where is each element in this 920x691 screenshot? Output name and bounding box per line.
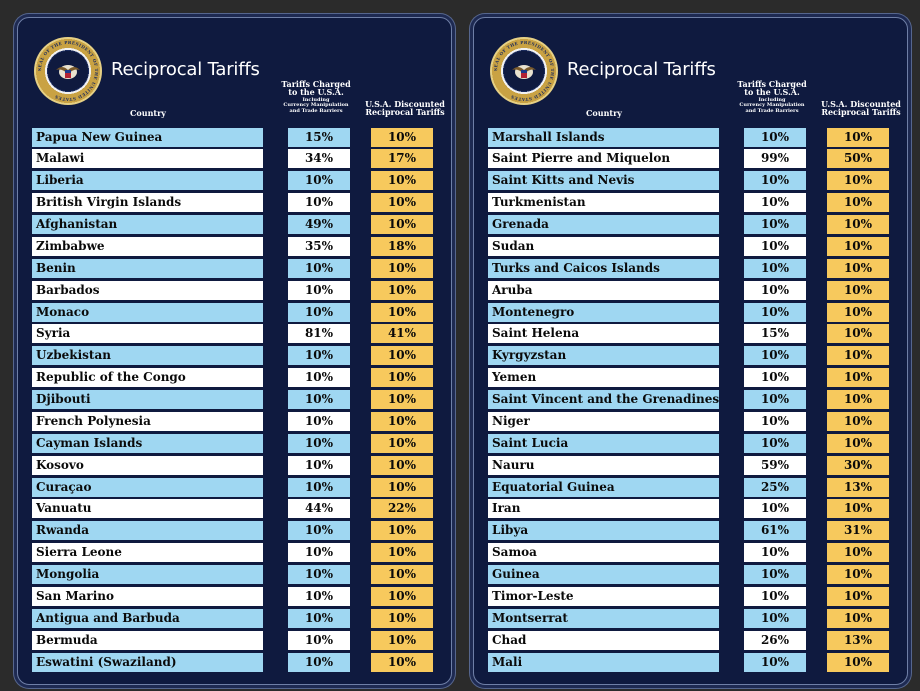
table-row bbox=[488, 126, 908, 148]
table-row bbox=[488, 235, 908, 257]
charged-tariff-cell: 10% bbox=[288, 346, 350, 365]
charged-tariff-cell: 10% bbox=[744, 434, 806, 453]
discounted-tariff-cell: 10% bbox=[371, 281, 433, 300]
table-row bbox=[488, 564, 908, 586]
presidential-seal-icon bbox=[34, 37, 102, 105]
table-row bbox=[32, 323, 452, 345]
charged-tariff-cell: 10% bbox=[744, 543, 806, 562]
table-row bbox=[32, 542, 452, 564]
charged-tariff-cell: 25% bbox=[744, 478, 806, 497]
discounted-tariff-cell: 13% bbox=[827, 478, 889, 497]
country-cell: Eswatini (Swaziland) bbox=[32, 653, 263, 672]
charged-tariff-cell: 10% bbox=[744, 653, 806, 672]
discount-header-line1: U.S.A. Discounted bbox=[821, 99, 901, 109]
table-row bbox=[488, 301, 908, 323]
country-cell: Antigua and Barbuda bbox=[32, 609, 263, 628]
left-tariff-panel bbox=[17, 17, 452, 685]
country-cell: San Marino bbox=[32, 587, 263, 606]
discounted-tariff-cell: 10% bbox=[827, 281, 889, 300]
discounted-tariff-cell: 10% bbox=[827, 565, 889, 584]
country-cell: Yemen bbox=[488, 368, 719, 387]
discounted-tariff-cell: 18% bbox=[371, 237, 433, 256]
discounted-tariff-cell: 10% bbox=[371, 565, 433, 584]
table-row bbox=[488, 279, 908, 301]
discounted-tariff-cell: 10% bbox=[371, 456, 433, 475]
discounted-tariff-cell: 10% bbox=[827, 653, 889, 672]
country-cell: Bermuda bbox=[32, 631, 263, 650]
table-row bbox=[488, 410, 908, 432]
discounted-tariff-cell: 10% bbox=[371, 128, 433, 147]
table-row bbox=[32, 410, 452, 432]
country-cell: Sudan bbox=[488, 237, 719, 256]
table-row bbox=[488, 651, 908, 673]
table-row bbox=[488, 389, 908, 411]
table-row bbox=[32, 345, 452, 367]
page-title: Reciprocal Tariffs bbox=[111, 59, 260, 80]
table-row bbox=[488, 323, 908, 345]
table-row bbox=[32, 607, 452, 629]
discounted-tariff-cell: 10% bbox=[371, 478, 433, 497]
country-cell: Equatorial Guinea bbox=[488, 478, 719, 497]
table-row bbox=[488, 607, 908, 629]
table-row bbox=[32, 564, 452, 586]
table-row bbox=[32, 476, 452, 498]
table-row bbox=[488, 170, 908, 192]
country-cell: Syria bbox=[32, 324, 263, 343]
charged-tariff-cell: 59% bbox=[744, 456, 806, 475]
column-header-country: Country bbox=[130, 108, 166, 118]
charged-header-fine2: Currency Manipulation bbox=[739, 102, 805, 109]
discount-header-line2: Reciprocal Tariffs bbox=[821, 107, 901, 118]
charged-tariff-cell: 10% bbox=[288, 478, 350, 497]
table-row bbox=[32, 629, 452, 651]
table-row bbox=[32, 520, 452, 542]
country-cell: Grenada bbox=[488, 215, 719, 234]
country-cell: Turks and Caicos Islands bbox=[488, 259, 719, 278]
table-row bbox=[32, 170, 452, 192]
country-cell: Saint Lucia bbox=[488, 434, 719, 453]
country-cell: Sierra Leone bbox=[32, 543, 263, 562]
discounted-tariff-cell: 10% bbox=[371, 368, 433, 387]
charged-header-line2: to the U.S.A. bbox=[288, 87, 344, 98]
charged-tariff-cell: 99% bbox=[744, 149, 806, 168]
country-cell: Samoa bbox=[488, 543, 719, 562]
charged-tariff-cell: 44% bbox=[288, 499, 350, 518]
discounted-tariff-cell: 10% bbox=[371, 631, 433, 650]
country-cell: Vanuatu bbox=[32, 499, 263, 518]
charged-header-line1: Tariffs Charged bbox=[281, 79, 351, 89]
discounted-tariff-cell: 31% bbox=[827, 521, 889, 540]
discounted-tariff-cell: 10% bbox=[371, 434, 433, 453]
country-cell: Barbados bbox=[32, 281, 263, 300]
discounted-tariff-cell: 13% bbox=[827, 631, 889, 650]
discounted-tariff-cell: 10% bbox=[827, 215, 889, 234]
discounted-tariff-cell: 10% bbox=[371, 346, 433, 365]
discounted-tariff-cell: 10% bbox=[827, 543, 889, 562]
charged-tariff-cell: 81% bbox=[288, 324, 350, 343]
table-row bbox=[488, 585, 908, 607]
right-tariff-table bbox=[488, 126, 908, 673]
discounted-tariff-cell: 10% bbox=[827, 171, 889, 190]
charged-tariff-cell: 10% bbox=[744, 368, 806, 387]
table-row bbox=[488, 345, 908, 367]
charged-tariff-cell: 10% bbox=[288, 456, 350, 475]
column-header-country: Country bbox=[586, 108, 622, 118]
table-row bbox=[488, 214, 908, 236]
discounted-tariff-cell: 10% bbox=[827, 259, 889, 278]
country-cell: French Polynesia bbox=[32, 412, 263, 431]
discounted-tariff-cell: 10% bbox=[371, 390, 433, 409]
charged-tariff-cell: 10% bbox=[744, 128, 806, 147]
country-cell: Libya bbox=[488, 521, 719, 540]
country-cell: Saint Pierre and Miquelon bbox=[488, 149, 719, 168]
charged-tariff-cell: 10% bbox=[744, 303, 806, 322]
discounted-tariff-cell: 17% bbox=[371, 149, 433, 168]
charged-header-fine1: Including bbox=[758, 96, 786, 103]
discounted-tariff-cell: 10% bbox=[371, 412, 433, 431]
table-row bbox=[32, 585, 452, 607]
discounted-tariff-cell: 30% bbox=[827, 456, 889, 475]
charged-tariff-cell: 10% bbox=[744, 499, 806, 518]
country-cell: Niger bbox=[488, 412, 719, 431]
discounted-tariff-cell: 10% bbox=[827, 499, 889, 518]
discounted-tariff-cell: 22% bbox=[371, 499, 433, 518]
discounted-tariff-cell: 10% bbox=[827, 128, 889, 147]
charged-tariff-cell: 26% bbox=[744, 631, 806, 650]
discounted-tariff-cell: 10% bbox=[827, 237, 889, 256]
discounted-tariff-cell: 10% bbox=[827, 390, 889, 409]
table-row bbox=[32, 126, 452, 148]
table-row bbox=[488, 367, 908, 389]
country-cell: Benin bbox=[32, 259, 263, 278]
column-header-discounted bbox=[360, 100, 450, 117]
country-cell: Saint Helena bbox=[488, 324, 719, 343]
country-cell: Chad bbox=[488, 631, 719, 650]
table-row bbox=[488, 476, 908, 498]
seal-text: SEAL OF THE PRESIDENT OF THE UNITED STATES bbox=[492, 39, 556, 103]
discounted-tariff-cell: 10% bbox=[827, 303, 889, 322]
charged-header-fine1: Including bbox=[302, 96, 330, 103]
charged-tariff-cell: 10% bbox=[288, 631, 350, 650]
country-cell: Kosovo bbox=[32, 456, 263, 475]
charged-header-fine3: and Trade Barriers bbox=[289, 107, 343, 114]
discounted-tariff-cell: 10% bbox=[371, 653, 433, 672]
country-cell: Malawi bbox=[32, 149, 263, 168]
table-row bbox=[488, 542, 908, 564]
charged-tariff-cell: 10% bbox=[288, 259, 350, 278]
country-cell: Kyrgyzstan bbox=[488, 346, 719, 365]
discount-header-line2: Reciprocal Tariffs bbox=[365, 107, 445, 118]
discounted-tariff-cell: 10% bbox=[827, 434, 889, 453]
table-row bbox=[32, 651, 452, 673]
country-cell: Timor-Leste bbox=[488, 587, 719, 606]
table-row bbox=[32, 454, 452, 476]
country-cell: Monaco bbox=[32, 303, 263, 322]
charged-tariff-cell: 61% bbox=[744, 521, 806, 540]
country-cell: Rwanda bbox=[32, 521, 263, 540]
charged-tariff-cell: 10% bbox=[288, 193, 350, 212]
discounted-tariff-cell: 10% bbox=[827, 587, 889, 606]
charged-tariff-cell: 34% bbox=[288, 149, 350, 168]
charged-tariff-cell: 10% bbox=[744, 281, 806, 300]
charged-tariff-cell: 10% bbox=[288, 609, 350, 628]
table-row bbox=[488, 629, 908, 651]
country-cell: Afghanistan bbox=[32, 215, 263, 234]
charged-header-line1: Tariffs Charged bbox=[737, 79, 807, 89]
discounted-tariff-cell: 10% bbox=[827, 368, 889, 387]
charged-header-fine3: and Trade Barriers bbox=[745, 107, 799, 114]
charged-tariff-cell: 15% bbox=[288, 128, 350, 147]
discounted-tariff-cell: 10% bbox=[371, 193, 433, 212]
charged-tariff-cell: 10% bbox=[288, 653, 350, 672]
discount-header-line1: U.S.A. Discounted bbox=[365, 99, 445, 109]
table-row bbox=[32, 214, 452, 236]
charged-tariff-cell: 35% bbox=[288, 237, 350, 256]
charged-tariff-cell: 10% bbox=[744, 259, 806, 278]
charged-tariff-cell: 10% bbox=[288, 368, 350, 387]
discounted-tariff-cell: 10% bbox=[827, 193, 889, 212]
country-cell: Nauru bbox=[488, 456, 719, 475]
table-row bbox=[488, 520, 908, 542]
table-row bbox=[488, 148, 908, 170]
table-row bbox=[488, 192, 908, 214]
table-row bbox=[32, 279, 452, 301]
seal-text: SEAL OF THE PRESIDENT OF THE UNITED STATES bbox=[36, 39, 100, 103]
country-cell: Guinea bbox=[488, 565, 719, 584]
table-row bbox=[32, 192, 452, 214]
country-cell: Uzbekistan bbox=[32, 346, 263, 365]
charged-tariff-cell: 10% bbox=[744, 609, 806, 628]
charged-tariff-cell: 10% bbox=[744, 171, 806, 190]
discounted-tariff-cell: 10% bbox=[371, 215, 433, 234]
column-header-discounted bbox=[816, 100, 906, 117]
charged-tariff-cell: 10% bbox=[288, 543, 350, 562]
country-cell: Cayman Islands bbox=[32, 434, 263, 453]
charged-tariff-cell: 10% bbox=[744, 237, 806, 256]
country-cell: Saint Vincent and the Grenadines bbox=[488, 390, 719, 409]
country-cell: Saint Kitts and Nevis bbox=[488, 171, 719, 190]
country-cell: Iran bbox=[488, 499, 719, 518]
discounted-tariff-cell: 10% bbox=[827, 609, 889, 628]
charged-tariff-cell: 15% bbox=[744, 324, 806, 343]
charged-tariff-cell: 10% bbox=[744, 346, 806, 365]
charged-tariff-cell: 10% bbox=[288, 434, 350, 453]
charged-tariff-cell: 10% bbox=[744, 215, 806, 234]
discounted-tariff-cell: 10% bbox=[371, 609, 433, 628]
discounted-tariff-cell: 10% bbox=[371, 587, 433, 606]
charged-tariff-cell: 10% bbox=[288, 171, 350, 190]
charged-tariff-cell: 10% bbox=[744, 565, 806, 584]
table-row bbox=[488, 454, 908, 476]
discounted-tariff-cell: 10% bbox=[371, 521, 433, 540]
table-row bbox=[32, 498, 452, 520]
charged-tariff-cell: 10% bbox=[288, 281, 350, 300]
table-row bbox=[488, 498, 908, 520]
table-row bbox=[488, 257, 908, 279]
presidential-seal-icon bbox=[490, 37, 558, 105]
table-row bbox=[32, 389, 452, 411]
charged-tariff-cell: 10% bbox=[288, 565, 350, 584]
charged-tariff-cell: 10% bbox=[744, 193, 806, 212]
table-row bbox=[32, 367, 452, 389]
charged-header-fine2: Currency Manipulation bbox=[283, 102, 349, 109]
table-row bbox=[32, 432, 452, 454]
charged-tariff-cell: 10% bbox=[288, 390, 350, 409]
discounted-tariff-cell: 41% bbox=[371, 324, 433, 343]
country-cell: Aruba bbox=[488, 281, 719, 300]
table-row bbox=[488, 432, 908, 454]
left-tariff-table bbox=[32, 126, 452, 673]
page-title: Reciprocal Tariffs bbox=[567, 59, 716, 80]
charged-tariff-cell: 10% bbox=[288, 521, 350, 540]
table-row bbox=[32, 235, 452, 257]
discounted-tariff-cell: 10% bbox=[827, 412, 889, 431]
charged-tariff-cell: 10% bbox=[288, 303, 350, 322]
column-header-charged bbox=[730, 80, 814, 114]
country-cell: Zimbabwe bbox=[32, 237, 263, 256]
table-row bbox=[32, 148, 452, 170]
country-cell: Liberia bbox=[32, 171, 263, 190]
charged-header-line2: to the U.S.A. bbox=[744, 87, 800, 98]
discounted-tariff-cell: 10% bbox=[371, 543, 433, 562]
right-tariff-panel bbox=[473, 17, 908, 685]
charged-tariff-cell: 10% bbox=[288, 412, 350, 431]
country-cell: Montenegro bbox=[488, 303, 719, 322]
discounted-tariff-cell: 10% bbox=[371, 171, 433, 190]
country-cell: Mongolia bbox=[32, 565, 263, 584]
table-row bbox=[32, 301, 452, 323]
country-cell: Papua New Guinea bbox=[32, 128, 263, 147]
charged-tariff-cell: 10% bbox=[288, 587, 350, 606]
country-cell: Republic of the Congo bbox=[32, 368, 263, 387]
country-cell: British Virgin Islands bbox=[32, 193, 263, 212]
country-cell: Mali bbox=[488, 653, 719, 672]
discounted-tariff-cell: 10% bbox=[371, 303, 433, 322]
table-row bbox=[32, 257, 452, 279]
discounted-tariff-cell: 10% bbox=[827, 324, 889, 343]
charged-tariff-cell: 10% bbox=[744, 390, 806, 409]
charged-tariff-cell: 10% bbox=[744, 412, 806, 431]
country-cell: Djibouti bbox=[32, 390, 263, 409]
discounted-tariff-cell: 50% bbox=[827, 149, 889, 168]
country-cell: Montserrat bbox=[488, 609, 719, 628]
charged-tariff-cell: 49% bbox=[288, 215, 350, 234]
country-cell: Marshall Islands bbox=[488, 128, 719, 147]
column-header-charged bbox=[274, 80, 358, 114]
discounted-tariff-cell: 10% bbox=[371, 259, 433, 278]
country-cell: Turkmenistan bbox=[488, 193, 719, 212]
discounted-tariff-cell: 10% bbox=[827, 346, 889, 365]
country-cell: Curaçao bbox=[32, 478, 263, 497]
charged-tariff-cell: 10% bbox=[744, 587, 806, 606]
